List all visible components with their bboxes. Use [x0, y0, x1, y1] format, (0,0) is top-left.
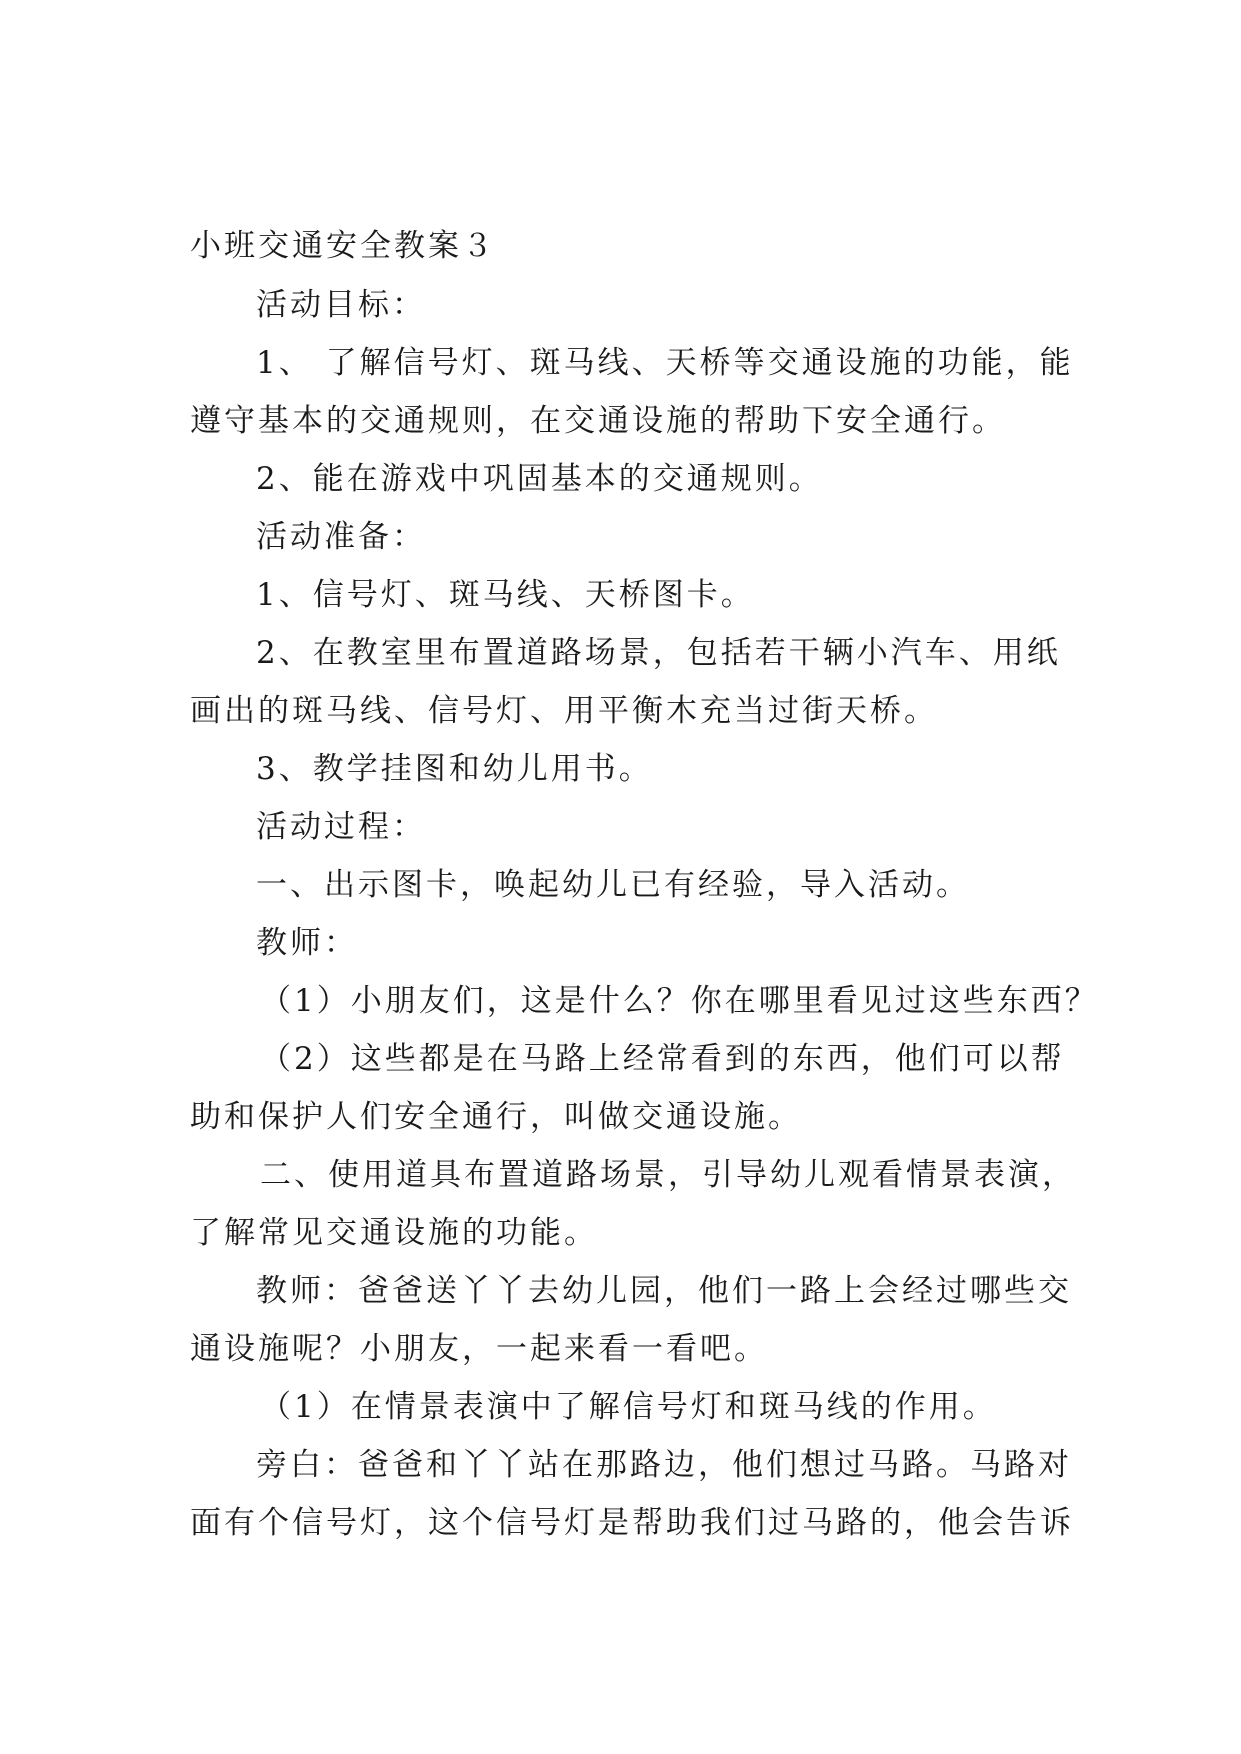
section-heading-process: 活动过程：	[256, 809, 426, 845]
paragraph-line: 1、信号灯、斑马线、天桥图卡。	[256, 577, 755, 613]
paragraph-line: 旁白：爸爸和丫丫站在那路边，他们想过马路。马路对	[256, 1447, 1072, 1483]
paragraph-line: 教师：爸爸送丫丫去幼儿园，他们一路上会经过哪些交	[256, 1273, 1072, 1309]
paragraph-line: 画出的斑马线、信号灯、用平衡木充当过街天桥。	[190, 693, 938, 729]
paragraph-line: 2、能在游戏中巩固基本的交通规则。	[256, 461, 823, 497]
paragraph-line: 了解常见交通设施的功能。	[190, 1215, 598, 1251]
paragraph-line: 2、在教室里布置道路场景，包括若干辆小汽车、用纸	[256, 635, 1061, 671]
paragraph-line: 3、教学挂图和幼儿用书。	[256, 751, 653, 787]
paragraph-line: 教师：	[256, 925, 358, 961]
paragraph-line: 通设施呢？小朋友，一起来看一看吧。	[190, 1331, 768, 1367]
paragraph-line: 遵守基本的交通规则，在交通设施的帮助下安全通行。	[190, 403, 1006, 439]
document-title: 小班交通安全教案３	[190, 228, 496, 264]
section-heading-goals: 活动目标：	[256, 287, 426, 323]
paragraph-line: 1、 了解信号灯、斑马线、天桥等交通设施的功能，能	[256, 345, 1074, 381]
paragraph-line: （2）这些都是在马路上经常看到的东西，他们可以帮	[260, 1041, 1065, 1077]
paragraph-line: 一、出示图卡，唤起幼儿已有经验，导入活动。	[256, 867, 970, 903]
paragraph-line: （1）小朋友们，这是什么？你在哪里看见过这些东西？	[260, 983, 1099, 1019]
paragraph-line: 面有个信号灯，这个信号灯是帮助我们过马路的，他会告诉	[190, 1505, 1074, 1541]
paragraph-line: 二、使用道具布置道路场景，引导幼儿观看情景表演，	[260, 1157, 1076, 1193]
paragraph-line: （1）在情景表演中了解信号灯和斑马线的作用。	[260, 1389, 997, 1425]
section-heading-preparation: 活动准备：	[256, 519, 426, 555]
paragraph-line: 助和保护人们安全通行，叫做交通设施。	[190, 1099, 802, 1135]
